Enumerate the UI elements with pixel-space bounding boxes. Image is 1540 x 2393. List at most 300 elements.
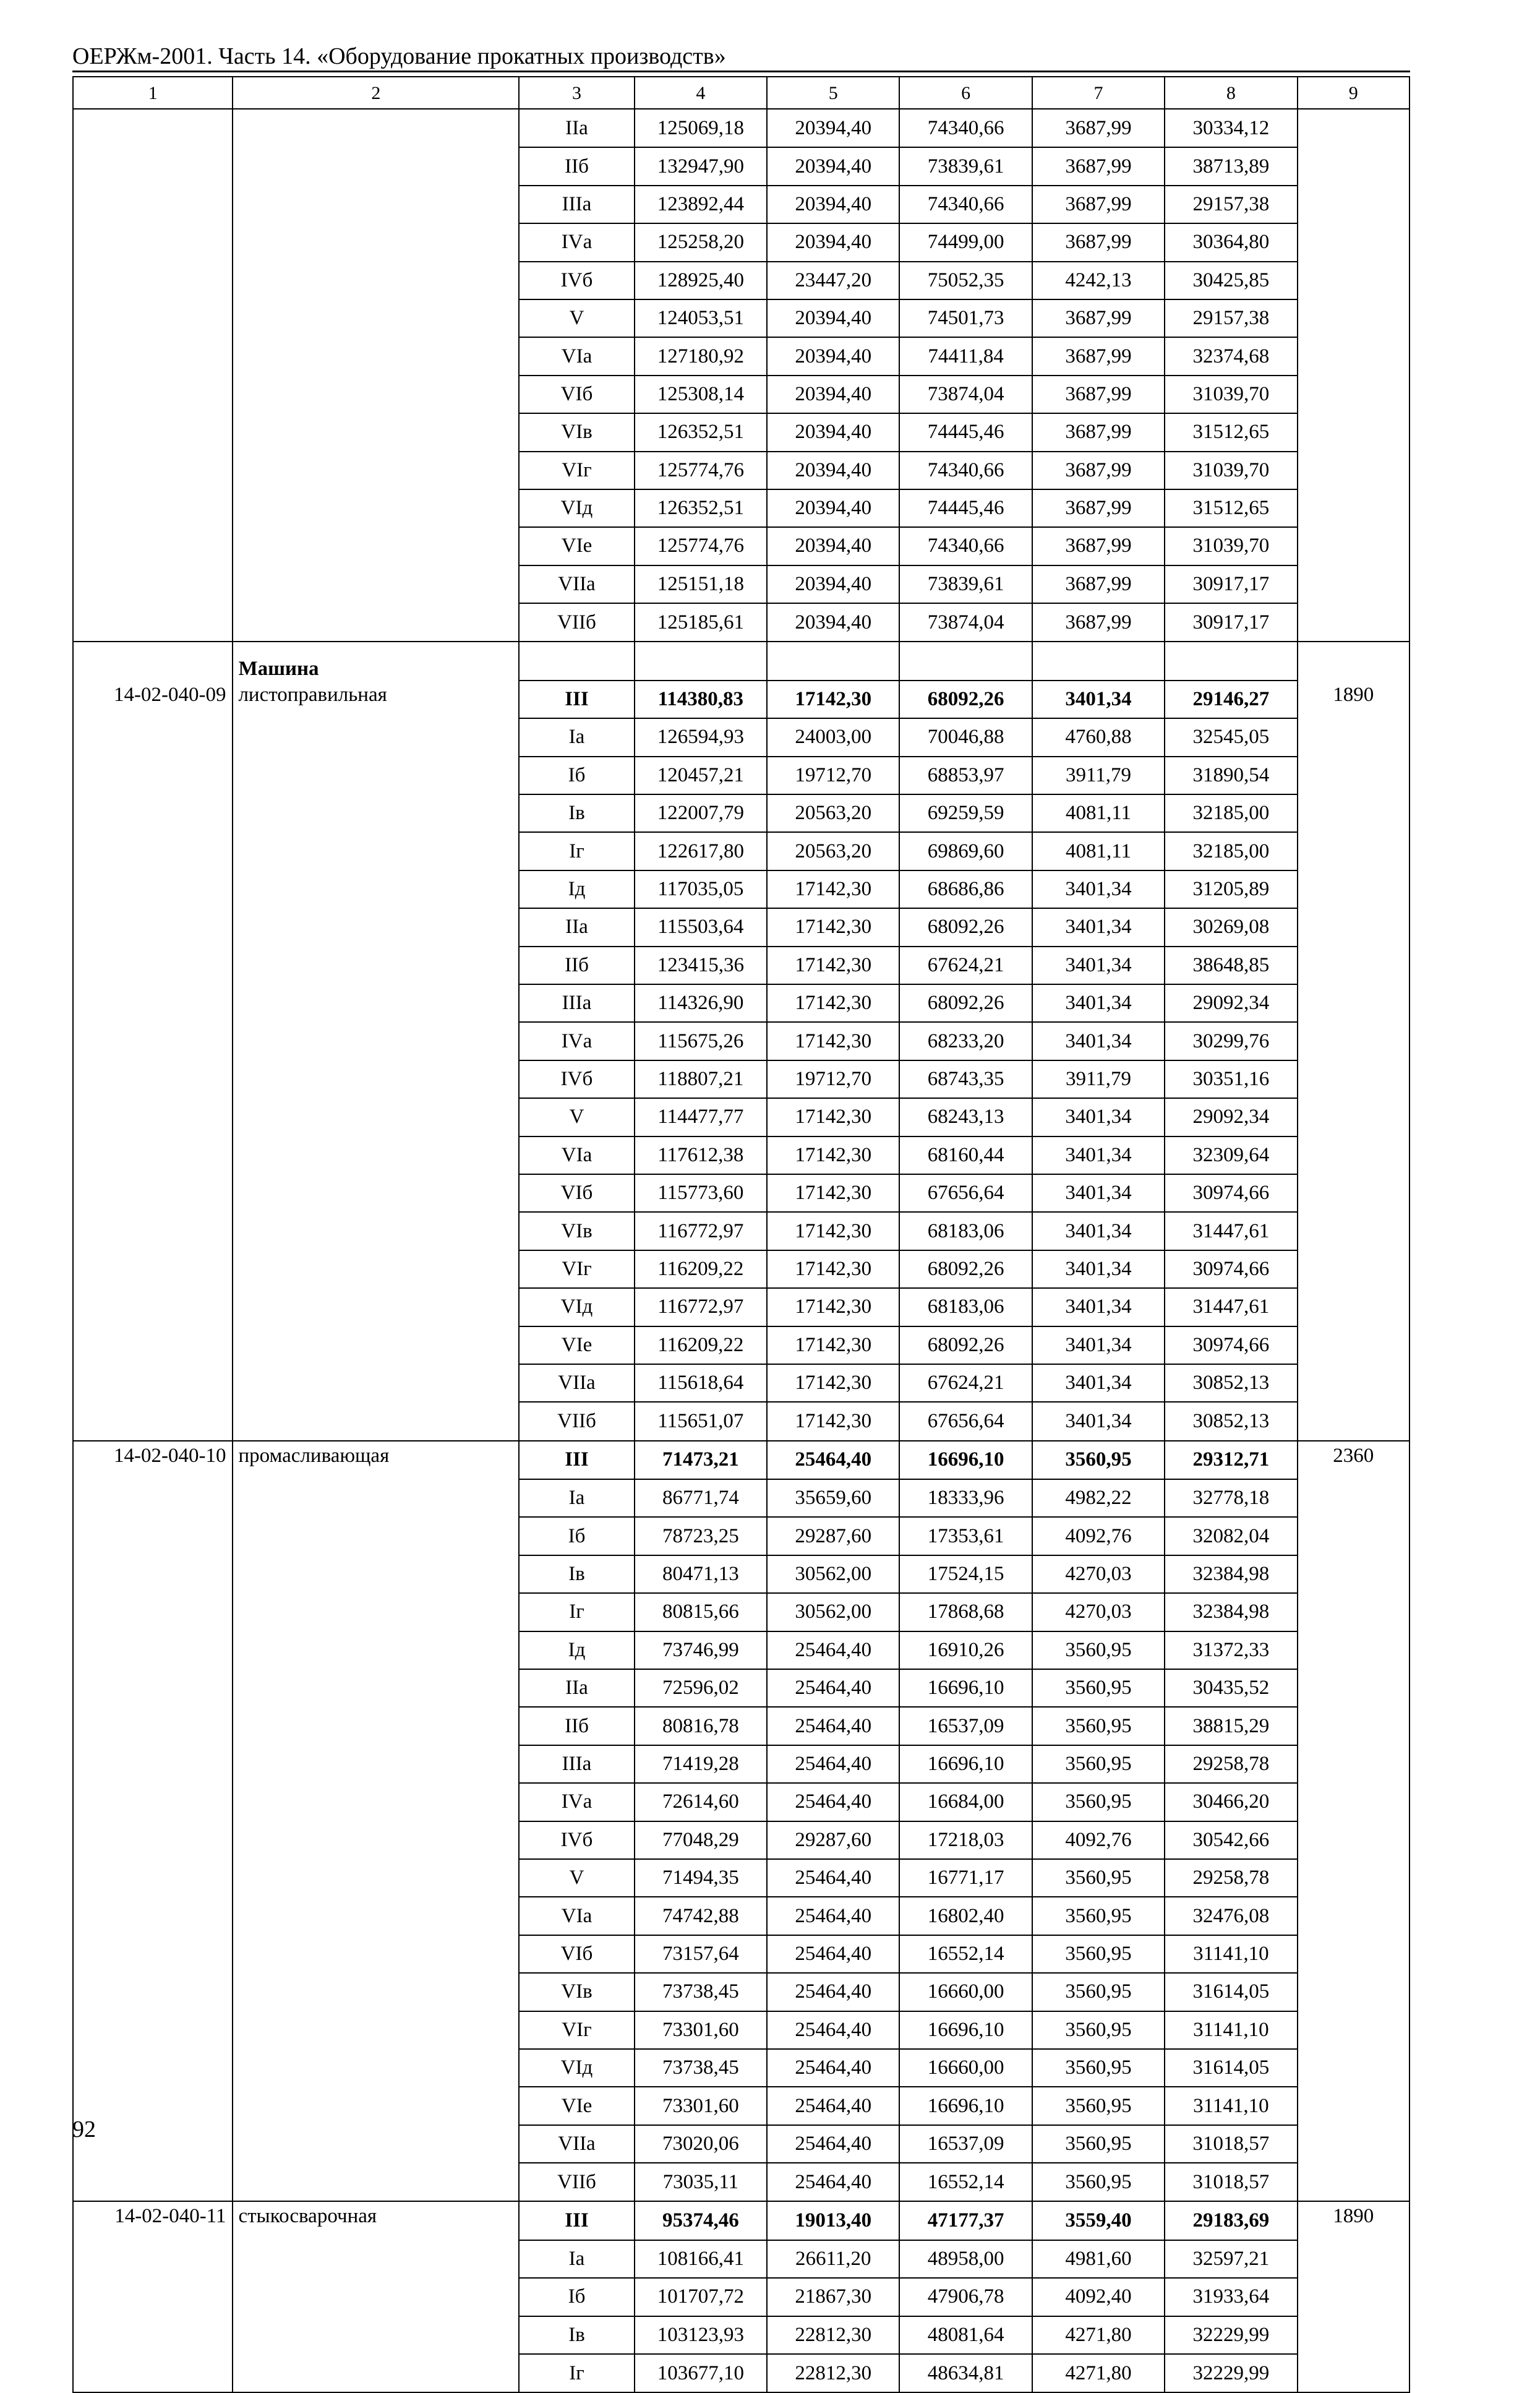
value-cell: 16910,26 bbox=[899, 1631, 1032, 1669]
value-cell: 30974,66 bbox=[1165, 1326, 1297, 1364]
value-cell: 67624,21 bbox=[899, 1364, 1032, 1402]
header-rule bbox=[72, 71, 1410, 72]
col9-cell bbox=[1298, 1783, 1410, 1821]
zone-cell: VIв bbox=[519, 1212, 634, 1250]
value-cell: 16660,00 bbox=[899, 2049, 1032, 2087]
code-cell bbox=[73, 1479, 233, 1517]
value-cell: 68092,26 bbox=[899, 984, 1032, 1022]
name-cell bbox=[233, 1517, 519, 1555]
name-cell bbox=[233, 565, 519, 603]
value-cell: 16802,40 bbox=[899, 1897, 1032, 1935]
code-cell bbox=[73, 2316, 233, 2354]
code-cell bbox=[73, 2087, 233, 2124]
table-row bbox=[73, 1136, 1410, 1174]
col9-cell bbox=[1298, 1631, 1410, 1669]
value-cell: 4271,80 bbox=[1032, 2354, 1165, 2392]
value-cell: 3560,95 bbox=[1032, 2087, 1165, 2124]
code-cell bbox=[73, 2011, 233, 2049]
value-cell: 32384,98 bbox=[1165, 1593, 1297, 1631]
value-cell: 3687,99 bbox=[1032, 337, 1165, 375]
code-cell bbox=[73, 1136, 233, 1174]
value-cell: 30562,00 bbox=[767, 1555, 899, 1593]
value-cell: 125308,14 bbox=[635, 376, 767, 413]
table-row bbox=[73, 1821, 1410, 1859]
value-cell: 16684,00 bbox=[899, 1783, 1032, 1821]
col9-cell bbox=[1298, 2278, 1410, 2316]
value-cell: 73157,64 bbox=[635, 1935, 767, 1973]
value-cell: 22812,30 bbox=[767, 2316, 899, 2354]
empty-cell bbox=[899, 642, 1032, 680]
value-cell: 31447,61 bbox=[1165, 1212, 1297, 1250]
value-cell: 21867,30 bbox=[767, 2278, 899, 2316]
name-cell bbox=[233, 794, 519, 832]
zone-cell: V bbox=[519, 1859, 634, 1897]
value-cell: 116209,22 bbox=[635, 1326, 767, 1364]
zone-cell: Iг bbox=[519, 2354, 634, 2392]
name-cell bbox=[233, 413, 519, 451]
code-cell bbox=[73, 1060, 233, 1098]
value-cell: 74411,84 bbox=[899, 337, 1032, 375]
value-cell: 3401,34 bbox=[1032, 681, 1165, 718]
code-cell bbox=[73, 1783, 233, 1821]
value-cell: 19712,70 bbox=[767, 757, 899, 794]
name-cell bbox=[233, 2354, 519, 2392]
value-cell: 31933,64 bbox=[1165, 2278, 1297, 2316]
code-cell bbox=[73, 947, 233, 984]
column-header-row bbox=[73, 77, 1410, 109]
value-cell: 31512,65 bbox=[1165, 489, 1297, 527]
value-cell: 31141,10 bbox=[1165, 2087, 1297, 2124]
name-cell bbox=[233, 2240, 519, 2278]
value-cell: 25464,40 bbox=[767, 1897, 899, 1935]
value-cell: 31039,70 bbox=[1165, 376, 1297, 413]
value-cell: 29287,60 bbox=[767, 1821, 899, 1859]
value-cell: 126352,51 bbox=[635, 489, 767, 527]
value-cell: 73738,45 bbox=[635, 1973, 767, 2011]
value-cell: 32374,68 bbox=[1165, 337, 1297, 375]
value-cell: 3560,95 bbox=[1032, 1707, 1165, 1745]
value-cell: 30364,80 bbox=[1165, 223, 1297, 261]
name-cell bbox=[233, 186, 519, 223]
value-cell: 17142,30 bbox=[767, 1288, 899, 1326]
name-cell bbox=[233, 908, 519, 946]
zone-cell: VIд bbox=[519, 1288, 634, 1326]
col9-cell bbox=[1298, 1555, 1410, 1593]
col9-cell bbox=[1298, 2240, 1410, 2278]
value-cell: 3687,99 bbox=[1032, 299, 1165, 337]
value-cell: 17142,30 bbox=[767, 1212, 899, 1250]
value-cell: 25464,40 bbox=[767, 1859, 899, 1897]
col9-cell bbox=[1298, 147, 1410, 185]
value-cell: 132947,90 bbox=[635, 147, 767, 185]
code-cell bbox=[73, 757, 233, 794]
value-cell: 74742,88 bbox=[635, 1897, 767, 1935]
value-cell: 31039,70 bbox=[1165, 527, 1297, 565]
value-cell: 32082,04 bbox=[1165, 1517, 1297, 1555]
value-cell: 30334,12 bbox=[1165, 109, 1297, 147]
value-cell: 3560,95 bbox=[1032, 2011, 1165, 2049]
name-cell bbox=[233, 1745, 519, 1783]
value-cell: 17142,30 bbox=[767, 1022, 899, 1060]
zone-cell: Iа bbox=[519, 1479, 634, 1517]
table-row bbox=[73, 1783, 1410, 1821]
value-cell: 71419,28 bbox=[635, 1745, 767, 1783]
value-cell: 29258,78 bbox=[1165, 1745, 1297, 1783]
zone-cell: VIг bbox=[519, 2011, 634, 2049]
value-cell: 86771,74 bbox=[635, 1479, 767, 1517]
value-cell: 95374,46 bbox=[635, 2201, 767, 2240]
code-cell bbox=[73, 1555, 233, 1593]
col9-cell bbox=[1298, 757, 1410, 794]
value-cell: 3560,95 bbox=[1032, 2163, 1165, 2201]
col9-cell bbox=[1298, 489, 1410, 527]
value-cell: 3687,99 bbox=[1032, 413, 1165, 451]
value-cell: 101707,72 bbox=[635, 2278, 767, 2316]
code-cell bbox=[73, 1897, 233, 1935]
value-cell: 32384,98 bbox=[1165, 1555, 1297, 1593]
value-cell: 20394,40 bbox=[767, 489, 899, 527]
value-cell: 29157,38 bbox=[1165, 299, 1297, 337]
value-cell: 25464,40 bbox=[767, 2011, 899, 2049]
zone-cell: Iа bbox=[519, 718, 634, 756]
column-header: 9 bbox=[1298, 77, 1410, 109]
code-cell bbox=[73, 1326, 233, 1364]
value-cell: 16537,09 bbox=[899, 2125, 1032, 2163]
col9-cell bbox=[1298, 376, 1410, 413]
value-cell: 103123,93 bbox=[635, 2316, 767, 2354]
col9-cell bbox=[1298, 1821, 1410, 1859]
value-cell: 17142,30 bbox=[767, 947, 899, 984]
value-cell: 123892,44 bbox=[635, 186, 767, 223]
value-cell: 115618,64 bbox=[635, 1364, 767, 1402]
value-cell: 32185,00 bbox=[1165, 832, 1297, 870]
zone-cell: VIд bbox=[519, 489, 634, 527]
zone-cell: VIIб bbox=[519, 603, 634, 642]
table-row bbox=[73, 1098, 1410, 1136]
name-cell bbox=[233, 1897, 519, 1935]
col9-cell bbox=[1298, 413, 1410, 451]
value-cell: 69259,59 bbox=[899, 794, 1032, 832]
value-cell: 3401,34 bbox=[1032, 1326, 1165, 1364]
zone-cell: IVа bbox=[519, 223, 634, 261]
table-row bbox=[73, 794, 1410, 832]
value-cell: 16696,10 bbox=[899, 2087, 1032, 2124]
value-cell: 3401,34 bbox=[1032, 908, 1165, 946]
col9-cell bbox=[1298, 262, 1410, 299]
table-row bbox=[73, 1859, 1410, 1897]
name-cell bbox=[233, 1973, 519, 2011]
value-cell: 4081,11 bbox=[1032, 832, 1165, 870]
name-cell: промасливающая bbox=[233, 1441, 519, 1479]
col9-cell bbox=[1298, 1364, 1410, 1402]
col9-cell: 1890 bbox=[1298, 2201, 1410, 2240]
zone-cell: Iв bbox=[519, 1555, 634, 1593]
value-cell: 78723,25 bbox=[635, 1517, 767, 1555]
col9-cell bbox=[1298, 1136, 1410, 1174]
value-cell: 31018,57 bbox=[1165, 2125, 1297, 2163]
code-cell bbox=[73, 1631, 233, 1669]
name-cell bbox=[233, 1250, 519, 1288]
zone-cell: III bbox=[519, 1441, 634, 1479]
code-cell bbox=[73, 2278, 233, 2316]
value-cell: 20394,40 bbox=[767, 376, 899, 413]
value-cell: 68743,35 bbox=[899, 1060, 1032, 1098]
name-cell bbox=[233, 223, 519, 261]
column-header: 7 bbox=[1032, 77, 1165, 109]
empty-cell bbox=[767, 642, 899, 680]
value-cell: 29157,38 bbox=[1165, 186, 1297, 223]
value-cell: 17868,68 bbox=[899, 1593, 1032, 1631]
code-cell bbox=[73, 1669, 233, 1707]
value-cell: 29312,71 bbox=[1165, 1441, 1297, 1479]
col9-cell bbox=[1298, 1973, 1410, 2011]
value-cell: 4270,03 bbox=[1032, 1555, 1165, 1593]
value-cell: 103677,10 bbox=[635, 2354, 767, 2392]
value-cell: 4982,22 bbox=[1032, 1479, 1165, 1517]
value-cell: 20394,40 bbox=[767, 109, 899, 147]
value-cell: 68092,26 bbox=[899, 1326, 1032, 1364]
value-cell: 38648,85 bbox=[1165, 947, 1297, 984]
value-cell: 3401,34 bbox=[1032, 1250, 1165, 1288]
code-cell bbox=[73, 1935, 233, 1973]
value-cell: 17142,30 bbox=[767, 1098, 899, 1136]
code-cell bbox=[73, 1288, 233, 1326]
name-cell bbox=[233, 984, 519, 1022]
col9-cell bbox=[1298, 2125, 1410, 2163]
col9-cell bbox=[1298, 186, 1410, 223]
zone-cell: Iб bbox=[519, 2278, 634, 2316]
value-cell: 29146,27 bbox=[1165, 681, 1297, 718]
col9-cell bbox=[1298, 1022, 1410, 1060]
col9-cell bbox=[1298, 1707, 1410, 1745]
value-cell: 17142,30 bbox=[767, 1174, 899, 1212]
col9-cell bbox=[1298, 2049, 1410, 2087]
value-cell: 73301,60 bbox=[635, 2087, 767, 2124]
value-cell: 72614,60 bbox=[635, 1783, 767, 1821]
table-row bbox=[73, 1973, 1410, 2011]
value-cell: 18333,96 bbox=[899, 1479, 1032, 1517]
zone-cell: VIв bbox=[519, 1973, 634, 2011]
col9-cell: 1890 bbox=[1298, 681, 1410, 718]
value-cell: 32229,99 bbox=[1165, 2354, 1297, 2392]
value-cell: 77048,29 bbox=[635, 1821, 767, 1859]
value-cell: 16660,00 bbox=[899, 1973, 1032, 2011]
col9-cell bbox=[1298, 718, 1410, 756]
value-cell: 80815,66 bbox=[635, 1593, 767, 1631]
value-cell: 20563,20 bbox=[767, 794, 899, 832]
value-cell: 16696,10 bbox=[899, 1745, 1032, 1783]
column-header: 4 bbox=[635, 77, 767, 109]
value-cell: 30269,08 bbox=[1165, 908, 1297, 946]
name-cell bbox=[233, 1402, 519, 1440]
value-cell: 80471,13 bbox=[635, 1555, 767, 1593]
value-cell: 74445,46 bbox=[899, 489, 1032, 527]
value-cell: 3687,99 bbox=[1032, 527, 1165, 565]
table-row bbox=[73, 908, 1410, 946]
empty-cell bbox=[1032, 642, 1165, 680]
name-cell bbox=[233, 1060, 519, 1098]
zone-cell: VIб bbox=[519, 376, 634, 413]
value-cell: 3560,95 bbox=[1032, 1897, 1165, 1935]
name-cell bbox=[233, 1364, 519, 1402]
value-cell: 73874,04 bbox=[899, 376, 1032, 413]
value-cell: 30466,20 bbox=[1165, 1783, 1297, 1821]
value-cell: 20394,40 bbox=[767, 223, 899, 261]
value-cell: 3401,34 bbox=[1032, 1098, 1165, 1136]
value-cell: 38815,29 bbox=[1165, 1707, 1297, 1745]
zone-cell: IIIа bbox=[519, 186, 634, 223]
name-cell bbox=[233, 262, 519, 299]
zone-cell: IIб bbox=[519, 1707, 634, 1745]
name-cell bbox=[233, 299, 519, 337]
name-cell bbox=[233, 527, 519, 565]
zone-cell: IVа bbox=[519, 1022, 634, 1060]
value-cell: 16552,14 bbox=[899, 1935, 1032, 1973]
value-cell: 17142,30 bbox=[767, 1250, 899, 1288]
value-cell: 68183,06 bbox=[899, 1212, 1032, 1250]
table-row bbox=[73, 757, 1410, 794]
col9-cell bbox=[1298, 1479, 1410, 1517]
value-cell: 68160,44 bbox=[899, 1136, 1032, 1174]
zone-cell: Iг bbox=[519, 832, 634, 870]
table-row bbox=[73, 2011, 1410, 2049]
value-cell: 25464,40 bbox=[767, 1669, 899, 1707]
value-cell: 73301,60 bbox=[635, 2011, 767, 2049]
value-cell: 19712,70 bbox=[767, 1060, 899, 1098]
value-cell: 73839,61 bbox=[899, 147, 1032, 185]
name-cell bbox=[233, 1136, 519, 1174]
table-row bbox=[73, 1745, 1410, 1783]
value-cell: 30435,52 bbox=[1165, 1669, 1297, 1707]
code-cell bbox=[73, 1821, 233, 1859]
value-cell: 68233,20 bbox=[899, 1022, 1032, 1060]
value-cell: 47906,78 bbox=[899, 2278, 1032, 2316]
value-cell: 74340,66 bbox=[899, 527, 1032, 565]
value-cell: 114380,83 bbox=[635, 681, 767, 718]
value-cell: 16771,17 bbox=[899, 1859, 1032, 1897]
zone-cell: IIа bbox=[519, 908, 634, 946]
value-cell: 20394,40 bbox=[767, 337, 899, 375]
value-cell: 16537,09 bbox=[899, 1707, 1032, 1745]
value-cell: 32597,21 bbox=[1165, 2240, 1297, 2278]
col9-cell bbox=[1298, 870, 1410, 908]
zone-cell: IIа bbox=[519, 1669, 634, 1707]
value-cell: 3560,95 bbox=[1032, 1973, 1165, 2011]
name-cell bbox=[233, 870, 519, 908]
value-cell: 31141,10 bbox=[1165, 2011, 1297, 2049]
value-cell: 3687,99 bbox=[1032, 452, 1165, 489]
col9-cell bbox=[1298, 1174, 1410, 1212]
col9-cell bbox=[1298, 1517, 1410, 1555]
value-cell: 68092,26 bbox=[899, 908, 1032, 946]
empty-cell bbox=[635, 642, 767, 680]
value-cell: 116209,22 bbox=[635, 1250, 767, 1288]
value-cell: 120457,21 bbox=[635, 757, 767, 794]
table-row bbox=[73, 1555, 1410, 1593]
value-cell: 3687,99 bbox=[1032, 565, 1165, 603]
group-name-title: Машина bbox=[233, 642, 519, 680]
name-cell bbox=[233, 947, 519, 984]
zone-cell: IIIа bbox=[519, 984, 634, 1022]
table-row bbox=[73, 2087, 1410, 2124]
table-row bbox=[73, 984, 1410, 1022]
zone-cell: VIIб bbox=[519, 2163, 634, 2201]
table-row bbox=[73, 1669, 1410, 1707]
value-cell: 19013,40 bbox=[767, 2201, 899, 2240]
value-cell: 73020,06 bbox=[635, 2125, 767, 2163]
col9-cell bbox=[1298, 1669, 1410, 1707]
value-cell: 30917,17 bbox=[1165, 603, 1297, 642]
table-row bbox=[73, 947, 1410, 984]
value-cell: 73746,99 bbox=[635, 1631, 767, 1669]
value-cell: 4270,03 bbox=[1032, 1593, 1165, 1631]
code-cell bbox=[73, 1022, 233, 1060]
col9-cell bbox=[1298, 299, 1410, 337]
table-row bbox=[73, 681, 1410, 718]
zone-cell: VIг bbox=[519, 1250, 634, 1288]
zone-cell: IVб bbox=[519, 262, 634, 299]
value-cell: 122007,79 bbox=[635, 794, 767, 832]
code-cell bbox=[73, 1973, 233, 2011]
zone-cell: VIе bbox=[519, 2087, 634, 2124]
value-cell: 68092,26 bbox=[899, 1250, 1032, 1288]
zone-cell: Iд bbox=[519, 1631, 634, 1669]
value-cell: 31447,61 bbox=[1165, 1288, 1297, 1326]
name-cell bbox=[233, 832, 519, 870]
table-row bbox=[73, 1707, 1410, 1745]
table-row bbox=[73, 832, 1410, 870]
code-cell bbox=[73, 603, 233, 642]
table-row bbox=[73, 1250, 1410, 1288]
code-cell: 14-02-040-10 bbox=[73, 1441, 233, 1479]
zone-cell: Iд bbox=[519, 870, 634, 908]
value-cell: 71494,35 bbox=[635, 1859, 767, 1897]
value-cell: 25464,40 bbox=[767, 2049, 899, 2087]
value-cell: 72596,02 bbox=[635, 1669, 767, 1707]
value-cell: 30974,66 bbox=[1165, 1250, 1297, 1288]
name-cell bbox=[233, 603, 519, 642]
value-cell: 126352,51 bbox=[635, 413, 767, 451]
name-cell bbox=[233, 147, 519, 185]
value-cell: 29092,34 bbox=[1165, 1098, 1297, 1136]
table-row bbox=[73, 2316, 1410, 2354]
name-cell: стыкосварочная bbox=[233, 2201, 519, 2240]
value-cell: 73874,04 bbox=[899, 603, 1032, 642]
name-cell bbox=[233, 1174, 519, 1212]
value-cell: 3687,99 bbox=[1032, 603, 1165, 642]
value-cell: 31614,05 bbox=[1165, 1973, 1297, 2011]
zone-cell: IIб bbox=[519, 947, 634, 984]
value-cell: 3401,34 bbox=[1032, 1022, 1165, 1060]
col9-cell bbox=[1298, 2163, 1410, 2201]
value-cell: 4092,76 bbox=[1032, 1821, 1165, 1859]
value-cell: 3560,95 bbox=[1032, 1441, 1165, 1479]
code-cell bbox=[73, 565, 233, 603]
value-cell: 3687,99 bbox=[1032, 489, 1165, 527]
value-cell: 31039,70 bbox=[1165, 452, 1297, 489]
value-cell: 115503,64 bbox=[635, 908, 767, 946]
table-row bbox=[73, 1479, 1410, 1517]
code-cell bbox=[73, 2125, 233, 2163]
value-cell: 3560,95 bbox=[1032, 1783, 1165, 1821]
column-header: 2 bbox=[233, 77, 519, 109]
value-cell: 17353,61 bbox=[899, 1517, 1032, 1555]
value-cell: 75052,35 bbox=[899, 262, 1032, 299]
value-cell: 30351,16 bbox=[1165, 1060, 1297, 1098]
value-cell: 3401,34 bbox=[1032, 1174, 1165, 1212]
code-cell: 14-02-040-09 bbox=[73, 681, 233, 718]
zone-cell: III bbox=[519, 681, 634, 718]
